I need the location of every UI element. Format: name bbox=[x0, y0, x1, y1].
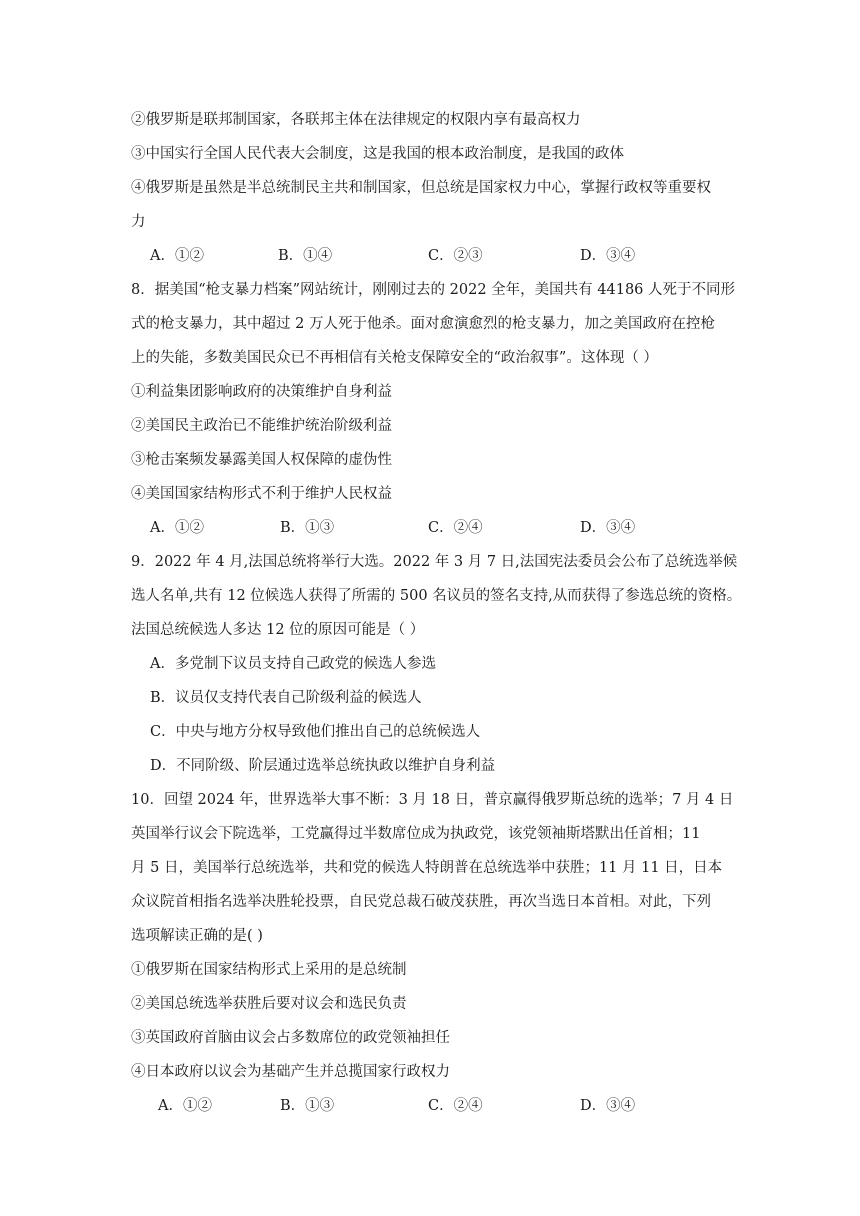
q9-option-c[interactable]: C．中央与地方分权导致他们推出自己的总统候选人 bbox=[150, 724, 481, 740]
q7-statement-2: ②俄罗斯是联邦制国家，各联邦主体在法律规定的权限内享有最高权力 bbox=[131, 112, 581, 128]
q7-option-c[interactable]: C．②③ bbox=[428, 248, 483, 264]
q10-stem-line-5: 选项解读正确的是( ) bbox=[131, 928, 263, 944]
q7-statement-3: ③中国实行全国人民代表大会制度，这是我国的根本政治制度，是我国的政体 bbox=[131, 146, 624, 162]
q7-option-b[interactable]: B．①④ bbox=[278, 248, 333, 264]
q8-statement-2: ②美国民主政治已不能维护统治阶级利益 bbox=[131, 418, 392, 434]
q7-statement-4-line-1: ④俄罗斯是虽然是半总统制民主共和制国家，但总统是国家权力中心，掌握行政权等重要权 bbox=[131, 180, 711, 196]
q8-stem-line-1: 8．据美国“枪支暴力档案”网站统计，刚刚过去的 2022 全年，美国共有 44186 人死于不同形 bbox=[131, 282, 736, 298]
q8-stem-line-2: 式的枪支暴力，其中超过 2 万人死于他杀。面对愈演愈烈的枪支暴力，加之美国政府在控枪 bbox=[131, 316, 715, 332]
q10-statement-4: ④日本政府以议会为基础产生并总揽国家行政权力 bbox=[131, 1064, 450, 1080]
q10-option-a[interactable]: A．①② bbox=[158, 1098, 212, 1114]
q9-stem-line-1: 9．2022 年 4 月,法国总统将举行大选。2022 年 3 月 7 日,法国宪法委员会公布了总统选举候 bbox=[131, 554, 738, 570]
q10-stem-line-1: 10．回望 2024 年，世界选举大事不断：3 月 18 日，普京赢得俄罗斯总统的选举；7 月 4 日 bbox=[131, 792, 734, 808]
q7-option-d[interactable]: D．③④ bbox=[580, 248, 636, 264]
q9-stem-line-2: 选人名单,共有 12 位候选人获得了所需的 500 名议员的签名支持,从而获得了参选总统的资格。 bbox=[131, 588, 742, 604]
q10-stem-line-3: 月 5 日，美国举行总统选举，共和党的候选人特朗普在总统选举中获胜；11 月 11 日，日本 bbox=[131, 860, 723, 876]
q10-option-b[interactable]: B．①③ bbox=[280, 1098, 335, 1114]
q10-stem-line-4: 众议院首相指名选举决胜轮投票，自民党总裁石破茂获胜，再次当选日本首相。对此，下列 bbox=[131, 894, 711, 910]
q10-options bbox=[0, 1096, 860, 1116]
q8-statement-4: ④美国国家结构形式不利于维护人民权益 bbox=[131, 486, 392, 502]
q7-option-a[interactable]: A．①② bbox=[150, 248, 204, 264]
q8-statement-3: ③枪击案频发暴露美国人权保障的虚伪性 bbox=[131, 452, 392, 468]
q10-statement-3: ③英国政府首脑由议会占多数席位的政党领袖担任 bbox=[131, 1030, 450, 1046]
q8-option-a[interactable]: A．①② bbox=[150, 520, 204, 536]
q7-options bbox=[0, 246, 860, 266]
q8-option-c[interactable]: C．②④ bbox=[428, 520, 483, 536]
q10-statement-1: ①俄罗斯在国家结构形式上采用的是总统制 bbox=[131, 962, 407, 978]
q9-option-a[interactable]: A．多党制下议员支持自己政党的候选人参选 bbox=[150, 656, 436, 672]
q9-option-d[interactable]: D．不同阶级、阶层通过选举总统执政以维护自身利益 bbox=[150, 758, 496, 774]
q10-stem-line-2: 英国举行议会下院选举，工党赢得过半数席位成为执政党，该党领袖斯塔默出任首相；11 bbox=[131, 826, 701, 842]
q8-statement-1: ①利益集团影响政府的决策维护自身利益 bbox=[131, 384, 392, 400]
q8-options bbox=[0, 518, 860, 538]
q10-option-c[interactable]: C．②④ bbox=[428, 1098, 483, 1114]
q10-option-d[interactable]: D．③④ bbox=[580, 1098, 636, 1114]
q8-stem-line-3: 上的失能，多数美国民众已不再相信有关枪支保障安全的“政治叙事”。这体现（ ） bbox=[131, 350, 658, 366]
q7-statement-4-line-2: 力 bbox=[131, 214, 146, 230]
q8-option-b[interactable]: B．①③ bbox=[280, 520, 335, 536]
q8-option-d[interactable]: D．③④ bbox=[580, 520, 636, 536]
q9-option-b[interactable]: B．议员仅支持代表自己阶级利益的候选人 bbox=[150, 690, 422, 706]
q9-stem-line-3: 法国总统候选人多达 12 位的原因可能是（ ） bbox=[131, 622, 425, 638]
q10-statement-2: ②美国总统选举获胜后要对议会和选民负责 bbox=[131, 996, 407, 1012]
